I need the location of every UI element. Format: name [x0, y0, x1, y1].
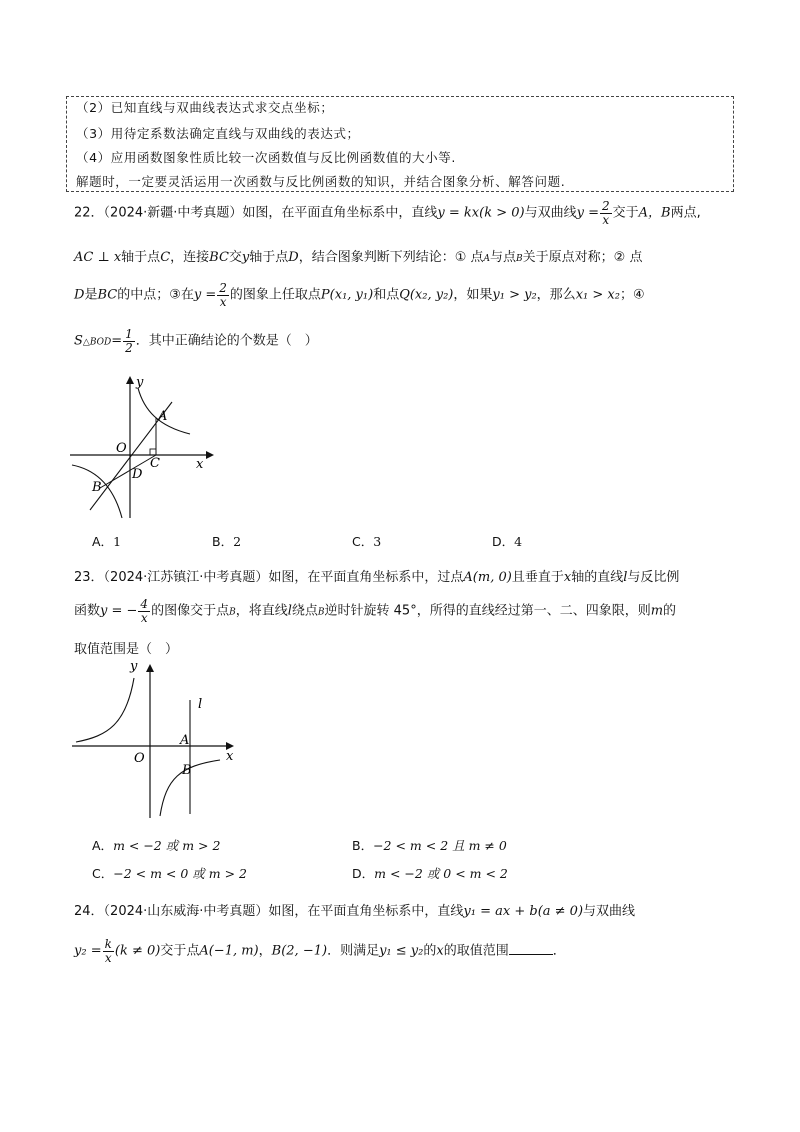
q22-text: 两点,: [670, 205, 701, 221]
text: ；④: [619, 287, 645, 303]
option-value: 1: [113, 534, 122, 549]
hyperbola-branch-2: [76, 678, 134, 742]
text: 与点: [490, 250, 517, 265]
text: 轴于点: [249, 250, 289, 265]
math: l: [287, 603, 292, 619]
q22-option-c[interactable]: [352, 532, 381, 550]
q23-line-1: [74, 566, 679, 585]
q22-fraction-half: [123, 328, 135, 354]
text: 与反比例: [627, 570, 680, 585]
math: B: [516, 254, 523, 264]
text: 函数: [74, 603, 101, 619]
option-letter: B．: [212, 534, 234, 549]
math: S: [74, 333, 83, 349]
text: 和点: [373, 287, 400, 303]
fraction-denominator: x: [104, 950, 112, 965]
math: y₁ > y₂: [492, 287, 537, 303]
q23-option-b[interactable]: [352, 836, 507, 854]
q22-hyperbola-y: y =: [576, 205, 599, 221]
fraction-denominator: x: [602, 212, 610, 227]
label-y: y: [136, 375, 144, 390]
label-O: O: [134, 751, 145, 766]
label-C: C: [150, 456, 160, 471]
math: △BOD: [82, 337, 112, 348]
option-letter: D．: [492, 534, 515, 549]
summary-line-2: （2）已知直线与双曲线表达式求交点坐标；: [76, 100, 334, 115]
summary-line-4: （4）应用函数图象性质比较一次函数值与反比例函数值的大小等.: [76, 150, 456, 165]
option-value: m < −2 或 m > 2: [113, 838, 221, 853]
q24-line-1: [74, 900, 635, 919]
text: ，结合图象判断下列结论：① 点: [298, 250, 484, 265]
q22-line-2: [74, 246, 642, 265]
q23-source: （2024·江苏镇江·中考真题）: [103, 570, 269, 585]
text: 交: [228, 250, 242, 265]
label-D: D: [132, 467, 143, 482]
q24-line-2: [74, 938, 566, 964]
q24-fraction-k-over-x: [103, 938, 114, 964]
fraction-denominator: x: [140, 610, 148, 625]
q23-line-3: 取值范围是（ ）: [74, 642, 179, 657]
math: A: [483, 254, 491, 264]
text: 的图象上任取点: [229, 287, 321, 303]
option-value: m < −2 或 0 < m < 2: [374, 866, 508, 881]
q22-line-1: [74, 200, 701, 226]
fraction-denominator: x: [219, 294, 227, 309]
math: B(2, −1): [271, 943, 328, 959]
q24-source: （2024·山东威海·中考真题）: [103, 904, 269, 919]
text: 的图像交于点: [151, 603, 230, 619]
text: 且垂直于: [511, 570, 564, 585]
option-value: −2 < m < 0 或 m > 2: [113, 866, 247, 881]
text: 在: [180, 287, 194, 303]
option-letter: C．: [92, 866, 114, 881]
label-x: x: [226, 749, 234, 764]
math: x₁ > x₂: [575, 287, 620, 303]
label-A: A: [158, 409, 168, 424]
text: 的取值范围: [443, 943, 509, 959]
fraction-numerator: 4: [140, 597, 149, 611]
math: A(−1, m): [199, 943, 259, 959]
x-axis-arrow-icon: [206, 451, 214, 459]
q23-line-2: [74, 598, 676, 624]
y-axis-arrow-icon: [126, 376, 134, 384]
fraction-numerator: 2: [219, 281, 227, 295]
summary-line-5: 解题时，一定要灵活运用一次函数与反比例函数的知识，并结合图象分析、解答问题.: [76, 174, 566, 189]
text: ，那么: [536, 287, 576, 303]
option-letter: A．: [92, 534, 114, 549]
math: B: [229, 607, 236, 618]
text: 如图，在平面直角坐标系中，直线: [268, 904, 464, 919]
math: D: [74, 287, 85, 303]
math: BC: [97, 287, 118, 303]
text: 绕点: [291, 603, 318, 619]
text: 轴于点: [121, 250, 161, 265]
q23-fraction-4-over-x: [138, 598, 150, 624]
label-O: O: [116, 441, 127, 456]
q22-text: 如图，在平面直角坐标系中，直线: [242, 205, 438, 221]
text: 如图，在平面直角坐标系中，过点: [268, 570, 464, 585]
math: y₂ =: [74, 943, 102, 959]
fraction-numerator: 1: [125, 327, 133, 341]
text: 是: [84, 287, 98, 303]
math: y₁ = ax + b(a ≠ 0): [463, 904, 584, 919]
math: l: [623, 570, 628, 585]
text: ③: [169, 287, 181, 303]
math: =: [111, 333, 123, 349]
option-value: −2 < m < 2 且 m ≠ 0: [373, 838, 507, 853]
text: 的中点；: [117, 287, 170, 303]
right-angle-mark: [150, 449, 156, 455]
text: 交于点: [160, 943, 200, 959]
math: y₁ ≤ y₂: [379, 943, 424, 959]
text: ，连接: [170, 250, 210, 265]
math: y: [241, 250, 250, 265]
q24-number: 24．: [74, 904, 104, 919]
math: C: [160, 250, 171, 265]
label-B: B: [92, 480, 102, 495]
math: x: [436, 943, 444, 959]
math: y =: [193, 287, 217, 303]
q22-figure: [68, 370, 218, 520]
text: 关于原点对称；② 点: [522, 250, 643, 265]
math: BC: [209, 250, 229, 265]
text: ，如果: [453, 287, 493, 303]
option-value: 3: [373, 534, 382, 549]
text: ．其中正确结论的个数是（ ）: [135, 333, 318, 349]
math: B: [317, 607, 325, 618]
q23-option-c[interactable]: [92, 864, 247, 882]
math: m: [650, 603, 664, 619]
option-letter: C．: [352, 534, 374, 549]
text: 的: [423, 943, 437, 959]
fraction-denominator: 2: [125, 340, 133, 355]
text: 轴的直线: [571, 570, 624, 585]
q22-number: 22．: [74, 205, 104, 221]
fraction-numerator: k: [104, 937, 112, 951]
option-value: 4: [514, 534, 523, 549]
text: 逆时针旋转 45°，所得的直线经过第一、二、四象限，则: [324, 603, 651, 619]
fraction-numerator: 2: [601, 199, 610, 213]
option-letter: B．: [352, 838, 374, 853]
q22-points: A，B: [638, 205, 671, 221]
q22-option-b[interactable]: [212, 532, 241, 550]
q23-number: 23．: [74, 570, 104, 585]
label-y: y: [130, 660, 138, 674]
option-letter: A．: [92, 838, 114, 853]
math: D: [288, 250, 299, 265]
q22-source: （2024·新疆·中考真题）: [103, 205, 243, 221]
option-value: 2: [233, 534, 242, 549]
q23-option-d[interactable]: [352, 864, 508, 882]
text: ，: [258, 943, 272, 959]
text: ，将直线: [235, 603, 288, 619]
label-A: A: [180, 733, 190, 748]
answer-blank[interactable]: [509, 944, 553, 955]
math: A(m, 0): [463, 570, 512, 585]
q22-option-a[interactable]: [92, 532, 121, 550]
q23-option-a[interactable]: [92, 836, 220, 854]
option-letter: D．: [352, 866, 375, 881]
label-x: x: [196, 457, 204, 472]
q22-text: 交于: [612, 205, 639, 221]
q22-text: 与双曲线: [524, 205, 577, 221]
y-axis-arrow-icon: [146, 664, 154, 672]
text: ．: [552, 943, 566, 959]
q23-figure: [68, 660, 238, 820]
text: ．则满足: [327, 943, 380, 959]
math: y = −: [100, 603, 138, 619]
q22-line-equation: y = kx(k > 0): [437, 205, 525, 221]
q22-option-d[interactable]: [492, 532, 522, 550]
summary-line-3: （3）用待定系数法确定直线与双曲线的表达式；: [76, 126, 360, 141]
math: (k ≠ 0): [114, 943, 161, 959]
math: Q(x₂, y₂): [399, 287, 454, 303]
text: 与双曲线: [583, 904, 636, 919]
label-B: B: [182, 763, 192, 778]
q22-line-4: [74, 328, 318, 354]
math: P(x₁, y₁): [320, 287, 374, 303]
q22-hyperbola-fraction: [600, 200, 612, 226]
q22-fraction-2-over-x: [217, 282, 229, 308]
q22-line-3: [74, 282, 645, 308]
text: 的: [663, 603, 677, 619]
label-l: l: [198, 697, 203, 712]
math: AC ⊥ x: [74, 250, 122, 265]
math: x: [563, 570, 572, 585]
